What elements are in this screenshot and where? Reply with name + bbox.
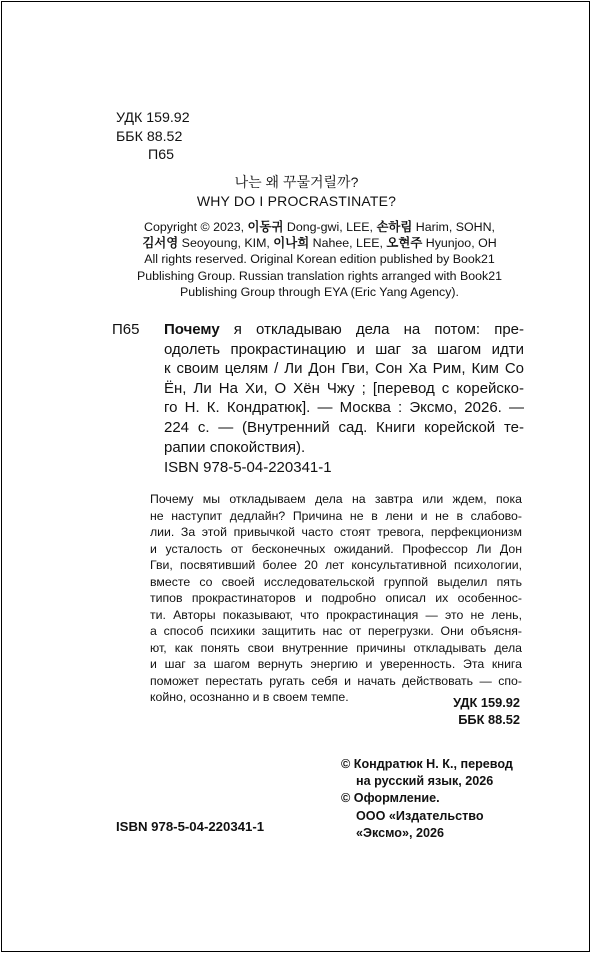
catalog-line: одолеть прокрастинацию и шаг за шагом идти	[164, 340, 524, 358]
copyright-line-4: Publishing Group. Russian translation rights arranged with Book21	[136, 268, 503, 283]
annotation-line: поможет перестать ругать себя и начать действовать — спо-	[150, 673, 522, 688]
original-title-korean: 나는 왜 꾸물거릴까?	[234, 174, 359, 190]
credits-block	[341, 756, 541, 842]
annotation-line: Почему мы откладываем дела на завтра или ждем, пока	[150, 492, 522, 506]
classification-codes-bottom	[453, 694, 520, 728]
copyright-line-5: Publishing Group through EYA (Eric Yang Agency).	[180, 284, 459, 299]
publisher-name-cont: «Эксмо», 2026	[356, 825, 444, 840]
design-credit: © Оформление.	[341, 791, 440, 806]
original-titles	[0, 173, 593, 210]
udk-code-bottom: УДК 159.92	[453, 695, 520, 710]
annotation-line: лии. За этой привычкой часто стоят тревога, перфекционизм	[150, 525, 522, 539]
original-title-english: WHY DO I PROCRASTINATE?	[196, 192, 397, 209]
annotation-line: ти. Авторы показывают, что прокрастинация — это не лень,	[150, 607, 522, 622]
publisher-name: ООО «Издательство	[356, 808, 484, 823]
bbk-code: ББК 88.52	[116, 128, 183, 145]
catalog-record	[112, 320, 524, 457]
catalog-line: Почему я откладываю дела на потом: пре-	[164, 321, 524, 338]
annotation-line: а способ психики защитить нас от перегрузки. Они объясня-	[150, 624, 522, 638]
translation-credit-cont: на русский язык, 2026	[356, 774, 494, 789]
annotation-line: не наступит дедлайн? Причина не в лени и не в слабово-	[150, 508, 522, 523]
copyright-block	[108, 219, 531, 300]
annotation-line: и шаг за шагом вернуть энергию и уверенность. Эта книга	[150, 657, 522, 671]
classification-codes	[116, 109, 190, 165]
catalog-line: к своим целям / Ли Дон Гви, Сон Ха Рим, Ким Со	[164, 360, 524, 378]
catalog-entry	[164, 320, 524, 457]
annotation	[150, 491, 522, 706]
annotation-line: типов прокрастинаторов и подробно описал их особеннос-	[150, 591, 522, 605]
annotation-line: койно, осознанно и в своем темпе.	[150, 690, 349, 704]
catalog-line: го Н. К. Кондратюк]. — Москва : Эксмо, 2026. —	[164, 399, 524, 417]
isbn-catalog: ISBN 978-5-04-220341-1	[164, 459, 332, 476]
copyright-line-1: Copyright © 2023, 이동귀 Dong-gwi, LEE, 손하림 Harim, SOHN,	[144, 220, 495, 234]
translation-credit: © Кондратюк Н. К., перевод	[341, 757, 513, 771]
annotation-line: ют, как понять свои внутренние причины откладывать дела	[150, 640, 522, 655]
author-mark: П65	[148, 147, 174, 163]
annotation-line: и усталость от бесконечных ожиданий. Профессор Ли Дон	[150, 541, 522, 556]
catalog-author-mark: П65	[112, 321, 140, 338]
catalog-line: Ён, Ли На Хи, О Хён Чжу ; [перевод с корейско-	[164, 379, 524, 397]
copyright-line-3: All rights reserved. Original Korean edition published by Book21	[144, 252, 495, 267]
copyright-line-2: 김서영 Seoyoung, KIM, 이나희 Nahee, LEE, 오현주 Hyunjoo, OH	[142, 236, 497, 251]
catalog-line: рапии спокойствия).	[164, 438, 306, 456]
bbk-code-bottom: ББК 88.52	[458, 712, 520, 728]
isbn-bottom: ISBN 978-5-04-220341-1	[116, 819, 265, 834]
catalog-line: 224 с. — (Внутренний сад. Книги корейской те-	[164, 418, 524, 436]
udk-code: УДК 159.92	[116, 110, 190, 126]
annotation-line: вместе со своей исследовательской группой выделил пять	[150, 574, 522, 589]
annotation-line: Гви, посвятивший более 20 лет консультативной психологии,	[150, 558, 522, 572]
catalog-lead-word: Почему	[164, 321, 220, 338]
